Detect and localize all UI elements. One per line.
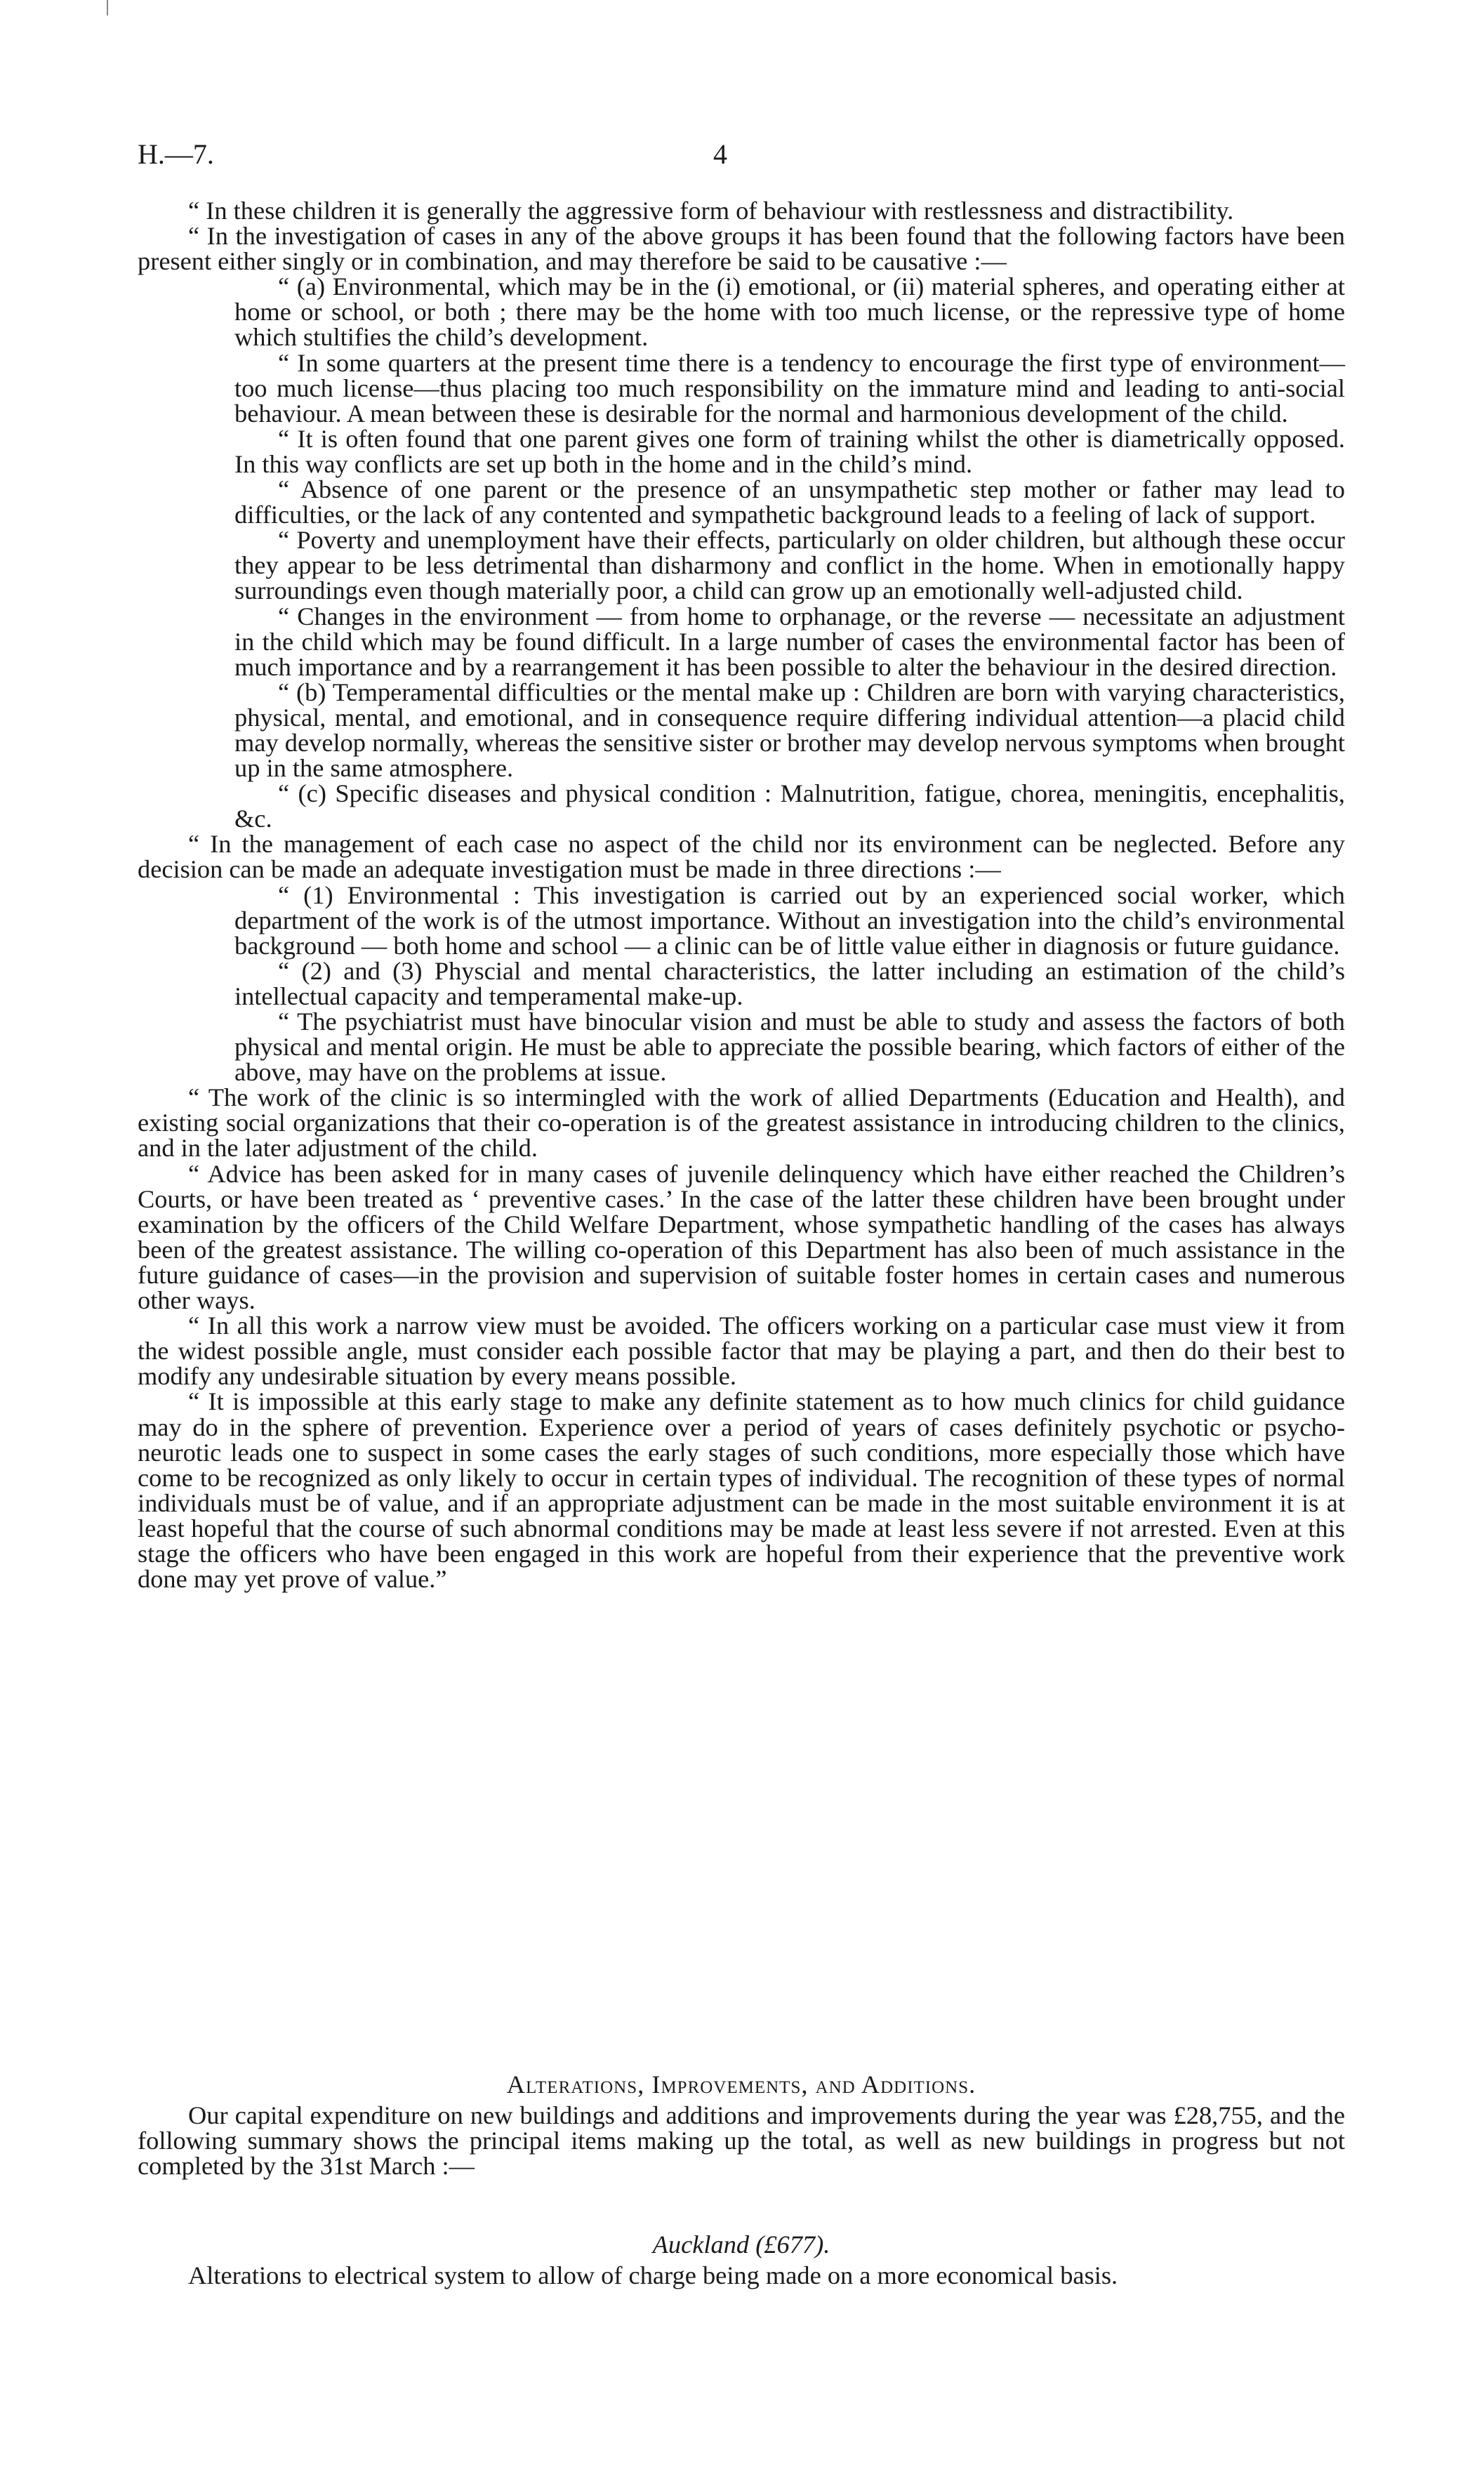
section-intro [138,2103,1345,2179]
paragraph: “ It is impossible at this early stage to make any definite statement as to how much clinics for child guidance may do in the sphere of prevention. Experience over a period of years of cases definitely psychotic or psycho-neurotic leads one to suspect in some cases the early stages of such conditions, more especially those which have come to be recognized as only likely to occur in certain types of individual. The recognition of these types of normal individuals must be of value, and if an appropriate adjustment can be made in the most suitable environment it is at least hopeful that the course of such abnormal conditions may be made at least less severe if not arrested. Even at this stage the officers who have been engaged in this work are hopeful from their experience that the preventive work done may yet prove of value.” [138,1387,1345,1594]
item-paragraph: Alterations to electrical system to allow of charge being made on a more economical basis. [188,2261,1118,2289]
paragraph: “ In the management of each case no aspect of the child nor its environment can be neglected. Before any decision can be made an adequate investigation must be made in three directions :— [138,830,1345,884]
page-number: 4 [713,138,727,170]
paragraph: “ In some quarters at the present time there is a tendency to encourage the first type of environment—too much license—thus placing too much responsibility on the immature mind and leading to anti-social behaviour. A mean between these is desirable for the normal and harmonious development of the child. [234,348,1345,428]
paragraph: “ The work of the clinic is so intermingled with the work of allied Departments (Education and Health), and existing social organizations that their co-operation is of the greatest assistance in introducing children to the clinics, and in the later adjustment of the child. [138,1083,1345,1163]
paragraph: “ Poverty and unemployment have their effects, particularly on older children, but although these occur they appear to be less detrimental than disharmony and conflict in the home. When in emotionally happy surroundings even though materially poor, a child can grow up an emotionally well-adjusted child. [234,526,1345,605]
scan-mark [107,0,108,15]
document-code: H.—7. [138,138,214,170]
paragraph: “ In all this work a narrow view must be avoided. The officers working on a particular case must view it from the widest possible angle, must consider each possible factor that may be playing a part, and then do their best to modify any undesirable situation by every means possible. [138,1311,1345,1391]
paragraph: “ Absence of one parent or the presence of an unsympathetic step mother or father may lead to difficulties, or the lack of any contented and sympathetic background leads to a feeling of lack of support. [234,475,1345,529]
section-subheading: Auckland (£677). [652,2230,830,2259]
section-item [138,2263,1345,2288]
paragraph: “ It is often found that one parent gives one form of training whilst the other is diametrically opposed. In this way conflicts are set up both in the home and in the child’s mind. [234,424,1345,478]
paragraph: “ In the investigation of cases in any of the above groups it has been found that the following factors have been present either singly or in combination, and may therefore be said to be causative :— [138,222,1345,276]
intro-paragraph: Our capital expenditure on new buildings and additions and improvements during the year was £28,755, and the following summary shows the principal items making up the total, as well as new buildings in progress but not completed by the 31st March :— [138,2101,1345,2181]
report-body [138,198,1345,1592]
page-header [138,138,1345,180]
paragraph: “ Changes in the environment — from home to orphanage, or the reverse — necessitate an adjustment in the child which may be found difficult. In a large number of cases the environmental factor has been of much importance and by a rearrangement it has been possible to alter the behaviour in the desired direction. [234,602,1345,681]
paragraph: “ (2) and (3) Physcial and mental characteristics, the latter including an estimation of the child’s intellectual capacity and temperamental make-up. [234,956,1345,1010]
paragraph: “ (1) Environmental : This investigation is carried out by an experienced social worker, which department of the work is of the utmost importance. Without an investigation into the child’s environmental background — both home and school — a clinic can be of little value either in diagnosis or future guidance. [234,880,1345,960]
section-heading: Alterations, Improvements, and Additions. [506,2070,976,2098]
paragraph: “ The psychiatrist must have binocular vision and must be able to study and assess the factors of both physical and mental origin. He must be able to appreciate the possible bearing, which factors of either of the above, may have on the problems at issue. [234,1007,1345,1087]
paragraph: “ (c) Specific diseases and physical condition : Malnutrition, fatigue, chorea, meningitis, encephalitis, &c. [234,779,1345,833]
paragraph: “ In these children it is generally the aggressive form of behaviour with restlessness and distractibility. [188,197,1234,225]
paragraph: “ (a) Environmental, which may be in the (i) emotional, or (ii) material spheres, and operating either at home or school, or both ; there may be the home with too much license, or the repressive type of home which stultifies the child’s development. [234,272,1345,352]
paragraph: “ Advice has been asked for in many cases of juvenile delinquency which have either reached the Children’s Courts, or have been treated as ‘ preventive cases.’ In the case of the latter these children have been brought under examination by the officers of the Child Welfare Department, whose sympathetic handling of the cases has always been of the greatest assistance. The willing co-operation of this Department has also been of much assistance in the future guidance of cases—in the provision and supervision of suitable foster homes in certain cases and numerous other ways. [138,1159,1345,1315]
paragraph: “ (b) Temperamental difficulties or the mental make up : Children are born with varying characteristics, physical, mental, and emotional, and in consequence require differing individual attention—a placid child may develop normally, whereas the sensitive sister or brother may develop nervous symptoms when brought up in the same atmosphere. [234,677,1345,783]
